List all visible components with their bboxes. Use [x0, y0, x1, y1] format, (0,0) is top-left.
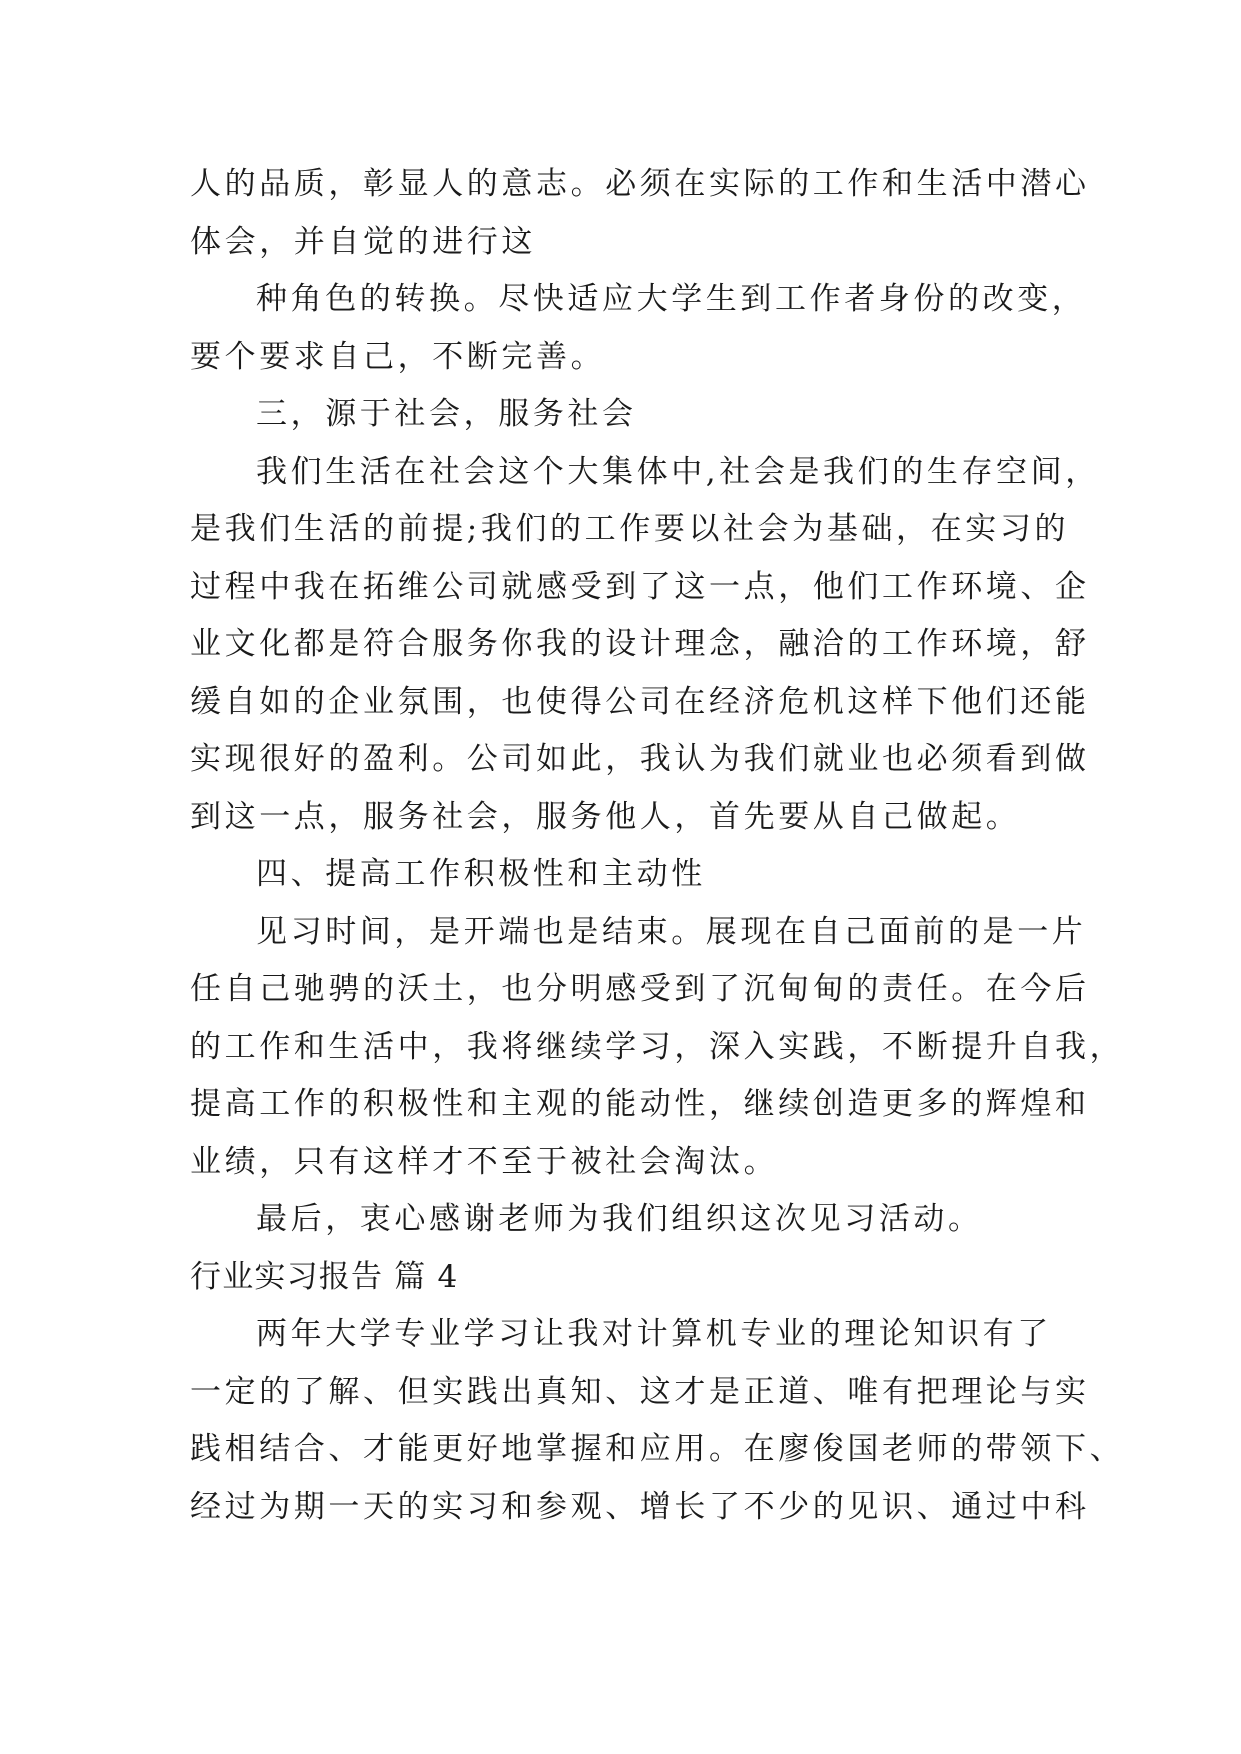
text-line: 践相结合、才能更好地掌握和应用。在廖俊国老师的带领下、 — [190, 1431, 1125, 1467]
text-line: 过程中我在拓维公司就感受到了这一点，他们工作环境、企 — [190, 568, 1090, 605]
text-line: 提高工作的积极性和主观的能动性，继续创造更多的辉煌和 — [190, 1086, 1090, 1122]
section-heading: 四、提高工作积极性和主动性 — [256, 856, 706, 892]
text-line: 体会，并自觉的进行这 — [190, 223, 536, 260]
text-line: 缓自如的企业氛围，也使得公司在经济危机这样下他们还能 — [190, 683, 1090, 720]
text-line: 一定的了解、但实践出真知、这才是正道、唯有把理论与实 — [190, 1373, 1090, 1410]
text-line: 我们生活在社会这个大集体中,社会是我们的生存空间， — [256, 453, 1100, 490]
text-line: 实现很好的盈利。公司如此，我认为我们就业也必须看到做 — [190, 741, 1090, 777]
text-line: 任自己驰骋的沃土，也分明感受到了沉甸甸的责任。在今后 — [190, 971, 1090, 1007]
text-line: 业绩，只有这样才不至于被社会淘汰。 — [190, 1143, 779, 1180]
report-heading: 行业实习报告 篇 4 — [190, 1258, 459, 1295]
document-body — [190, 156, 1125, 1536]
text-line: 经过为期一天的实习和参观、增长了不少的见识、通过中科 — [190, 1488, 1090, 1525]
text-line: 要个要求自己，不断完善。 — [190, 338, 606, 375]
text-line: 种角色的转换。尽快适应大学生到工作者身份的改变， — [256, 281, 1087, 317]
text-line: 两年大学专业学习让我对计算机专业的理论知识有了 — [256, 1316, 1052, 1352]
text-line: 的工作和生活中，我将继续学习，深入实践，不断提升自我， — [190, 1028, 1125, 1065]
text-line: 业文化都是符合服务你我的设计理念，融洽的工作环境，舒 — [190, 626, 1090, 662]
text-line: 最后，衷心感谢老师为我们组织这次见习活动。 — [256, 1201, 983, 1237]
section-heading: 三，源于社会，服务社会 — [256, 396, 637, 432]
text-line: 到这一点，服务社会，服务他人，首先要从自己做起。 — [190, 798, 1021, 835]
text-line: 人的品质，彰显人的意志。必须在实际的工作和生活中潜心 — [190, 166, 1090, 202]
text-line: 是我们生活的前提;我们的工作要以社会为基础，在实习的 — [190, 511, 1070, 547]
text-line: 见习时间，是开端也是结束。展现在自己面前的是一片 — [256, 913, 1087, 950]
